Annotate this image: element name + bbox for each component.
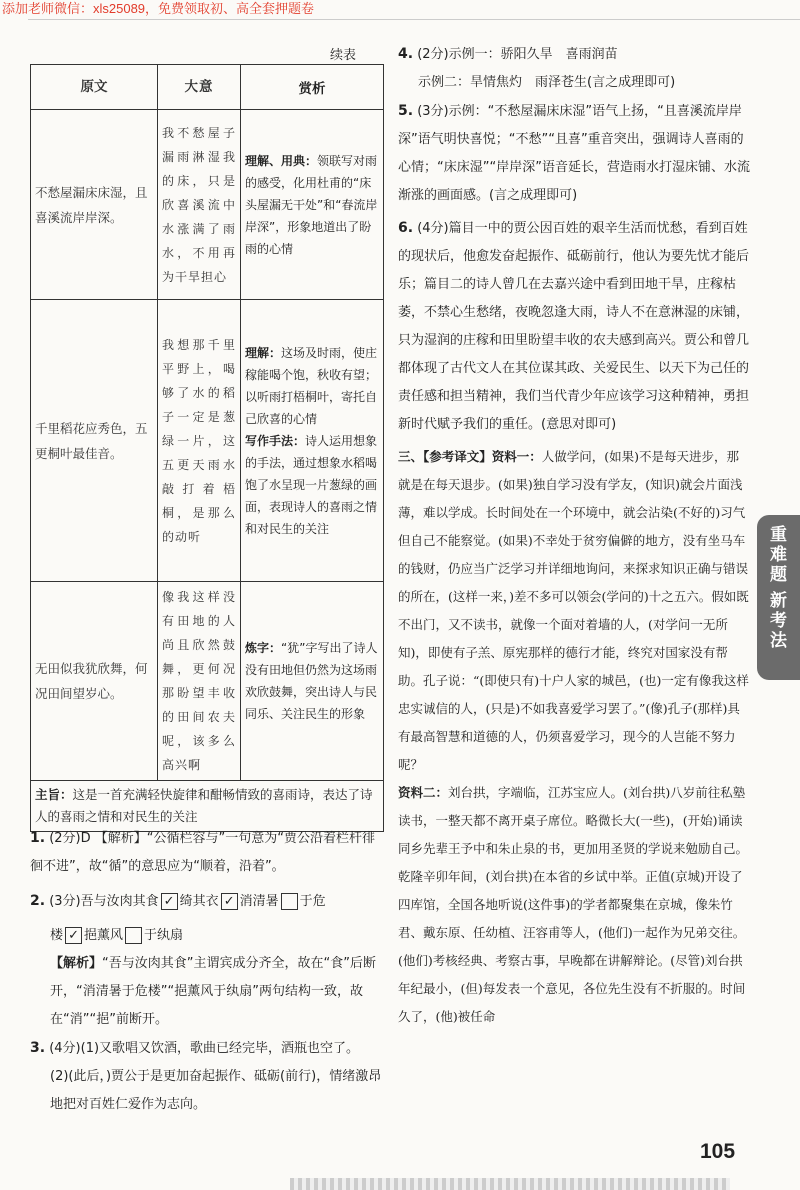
analysis-text <box>241 582 384 781</box>
analysis-label: 理解： <box>245 345 282 360</box>
original-text: 千里稻花应秀色，五更桐叶最佳音。 <box>31 300 158 582</box>
check-box: ✓ <box>161 893 178 910</box>
answer-body: 绮其衣 <box>179 894 219 909</box>
answer-6 <box>398 214 750 439</box>
header-meaning: 大意 <box>158 65 241 110</box>
question-number: 1. <box>30 830 46 846</box>
analysis-text <box>241 300 384 582</box>
analysis-body: 诗人运用想象的手法，通过想象水稻喝饱了水呈现一片葱绿的画面，表现诗人的喜雨之情和对民生的关注 <box>245 433 378 536</box>
original-text: 不愁屋漏床床湿，且喜溪流岸岸深。 <box>31 110 158 300</box>
answer-body: (2分)示例一：骄阳久旱 喜雨润苗 <box>417 47 618 62</box>
table-row <box>31 582 384 781</box>
answer-2 <box>30 887 386 916</box>
answer-body: (3分)示例：“不愁屋漏床床湿”语气上扬，“且喜溪流岸岸深”语气明快喜悦；“不愁”“且喜”重音突出，强调诗人喜雨的心情；“床床湿”“岸岸深”语音延长，营造雨水打湿床铺、水流渐涨的画面感。(言之成理即可) <box>398 104 750 203</box>
answer-3 <box>30 1034 386 1063</box>
table-row <box>31 300 384 582</box>
answer-body: 消清暑 <box>239 894 279 909</box>
answer-body: (4分)(1)又歌唱又饮酒，歌曲已经完毕，酒瓶也空了。 <box>49 1041 360 1056</box>
analysis-label: 理解、用典： <box>245 153 318 168</box>
answer-body: “吾与汝肉其食”主谓宾成分齐全，故在“食”后断开，“消清暑于危楼”“挹薰风于纨扇”两句结构一致，故在“消”“挹”前断开。 <box>50 956 376 1027</box>
answer-2-explanation <box>30 950 386 1034</box>
translation-body: 刘台拱，字端临，江苏宝应人。(刘台拱)八岁前往私塾读书，一整天都不离开桌子席位。略微长大(一些)，(开始)诵读同乡先辈王予中和朱止泉的书，更加用圣贤的学说来勉励自己。乾隆辛卯年间，(刘台拱)在本省的乡试中举。正值(京城)开设了四库馆，全国各地听说(这件事)的学者都聚集在京城，像朱竹君、戴东原、任幼植、汪容甫等人，(他们)一起作为兄弟交往。(他们)考核经典、考察古事，早晚都在讲解辩论。(尽管)刘台拱年纪最小，(但)每发表一个意见，各位先生没有不折服的。时间久了，(他)被任命 <box>398 785 749 1024</box>
header-analysis: 赏析 <box>241 65 384 110</box>
meaning-text: 像我这样没有田地的人尚且欣然鼓舞，更何况那盼望丰收的田间农夫呢，该多么高兴啊 <box>158 582 241 781</box>
analysis-body: 领联写对雨的感受，化用杜甫的“床头屋漏无干处”和“春流岸岸深”，形象地道出了盼雨的心情 <box>245 153 378 256</box>
question-number: 3. <box>30 1040 46 1056</box>
answer-body: 于危 <box>299 894 326 909</box>
check-box: ✓ <box>65 927 82 944</box>
analysis-body: “犹”字写出了诗人没有田地但仍然为这场雨欢欣鼓舞，突出诗人与民同乐、关注民生的形象 <box>245 641 378 721</box>
analysis-text <box>241 110 384 300</box>
answer-body: 于纨扇 <box>144 928 184 943</box>
right-answers <box>398 40 750 1031</box>
answer-body: 示例二：旱情焦灼 雨泽苍生(言之成理即可) <box>418 75 676 90</box>
page-number: 105 <box>700 1140 736 1163</box>
empty-box <box>281 893 298 910</box>
answer-body: (3分)吾与汝肉其食 <box>49 894 159 909</box>
answer-body: 楼 <box>50 928 64 943</box>
side-tab-char: 考 <box>770 611 787 631</box>
table-row <box>31 110 384 300</box>
answer-3-part2 <box>30 1063 386 1119</box>
explanation-label: 【解析】 <box>50 956 103 971</box>
footer-strip <box>290 1178 730 1190</box>
meaning-text: 我不愁屋子漏雨淋湿我的床，只是欣喜溪流中水涨满了雨水，不用再为干旱担心 <box>158 110 241 300</box>
answer-body: 挹薰风 <box>84 928 124 943</box>
analysis-body: 这场及时雨，使庄稼能喝个饱，秋收有望；以听雨打梧桐叶，寄托自己欣喜的心情 <box>245 345 378 426</box>
watermark-banner: 添加老师微信：xls25089，免费领取初、高全套押题卷 <box>2 1 315 16</box>
check-box: ✓ <box>221 893 238 910</box>
header-rule <box>28 19 800 20</box>
side-tab-char: 难 <box>770 545 787 565</box>
summary-label: 主旨： <box>35 787 73 802</box>
side-tab-char: 题 <box>770 565 787 585</box>
poem-analysis-table <box>30 64 384 832</box>
translation-body: 人做学问，(如果)不是每天进步，那就是在每天退步。(如果)独自学习没有学友，(知识)就会片面浅薄，难以学成。长时间处在一个环境中，就会沾染(不好的)习气但自己不能察觉。(如果)不幸处于贫穷偏僻的地方，没有坐马车的钱财，仍应当广泛学习并详细地询问，来探求知识正确与错误的所在，(这样一来，)差不多可以领会(学问的)十之五六。假如既不出门，又不读书，就像一个面对着墙的人，(对学问一无所知)，即使有子羔、原宪那样的德行才能，终究对国家没有帮助。孔子说：“(即使只有)十户人家的城邑，(也)一定有像我这样忠实诚信的人，(只是)不如我喜爱学习罢了。”(像)孔子(那样)具有最高智慧和道德的人，仍须喜爱学习，现今的人岂能不努力呢？ <box>398 449 749 772</box>
meaning-text: 我想那千里平野上，喝够了水的稻子一定是葱绿一片，这五更天雨水敲打着梧桐，是那么的动听 <box>158 300 241 582</box>
analysis-label: 炼字： <box>245 641 282 655</box>
translation-heading: 资料二： <box>398 785 449 800</box>
header-original: 原文 <box>31 65 158 110</box>
question-number: 2. <box>30 893 46 909</box>
answer-4 <box>398 40 750 69</box>
answer-2-line2 <box>30 922 386 950</box>
side-tab <box>757 515 800 680</box>
question-number: 5. <box>398 103 414 119</box>
original-text: 无田似我犹欣舞，何况田间望岁心。 <box>31 582 158 781</box>
answer-1 <box>30 824 386 881</box>
side-tab-char: 法 <box>770 631 787 651</box>
translation-1 <box>398 443 750 779</box>
analysis-label: 写作手法： <box>245 433 306 448</box>
answer-5 <box>398 97 750 210</box>
answer-body: (2分)D 【解析】“公循栏容与”一句意为“贾公沿着栏杆徘徊不进”，故“循”的意思应为“顺着，沿着”。 <box>30 831 375 874</box>
empty-box <box>125 927 142 944</box>
question-number: 6. <box>398 220 414 236</box>
translation-heading: 三、【参考译文】资料一： <box>398 449 542 464</box>
left-answers <box>30 824 386 1119</box>
translation-2 <box>398 779 750 1031</box>
table-continued-label: 续表 <box>330 48 357 63</box>
side-tab-char: 重 <box>770 525 787 545</box>
question-number: 4. <box>398 46 414 62</box>
summary-body: 这是一首充满轻快旋律和酣畅情致的喜雨诗，表达了诗人的喜雨之情和对民生的关注 <box>35 787 373 824</box>
answer-body: (2)(此后，)贾公于是更加奋起振作、砥砺(前行)，情绪激昂地把对百姓仁爱作为志向。 <box>50 1069 382 1112</box>
answer-body: (4分)篇目一中的贾公因百姓的艰辛生活而忧愁，看到百姓的现状后，他愈发奋起振作、砥砺前行，他认为要先忧才能后乐；篇目二的诗人曾几在去嘉兴途中看到田地干旱，庄稼枯萎，不禁心生愁绪，夜晚忽逢大雨，诗人不在意淋湿的床铺，只为湿润的庄稼和田里盼望丰收的农夫感到高兴。贾公和曾几都体现了古代文人在其位谋其政、关爱民生、以天下为己任的责任感和担当精神，我们当代青少年应该学习这种精神，勇担新时代赋予我们的重任。(意思对即可) <box>398 221 750 432</box>
answer-4-line2 <box>398 69 750 97</box>
table-header-row <box>31 65 384 110</box>
side-tab-char: 新 <box>770 591 787 611</box>
